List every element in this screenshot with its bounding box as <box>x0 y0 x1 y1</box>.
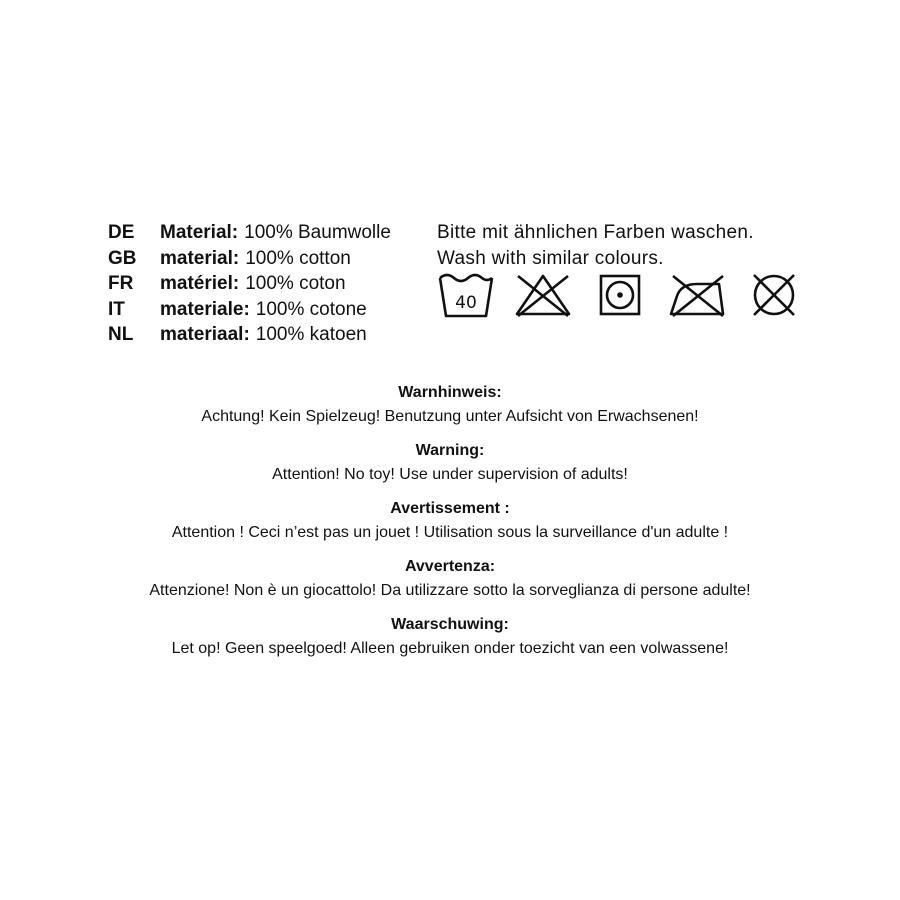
safety-warnings <box>0 381 900 671</box>
material-key: matériel: <box>160 273 240 294</box>
wash-temperature: 40 <box>455 293 477 313</box>
material-list <box>108 220 391 348</box>
wash-instruction-en: Wash with similar colours. <box>437 247 664 269</box>
warning-text: Attenzione! Non è un giocattolo! Da utilizzare sotto la sorveglianza di persone adulte! <box>149 582 751 599</box>
warning-text: Attention ! Ceci n’est pas un jouet ! Utilisation sous la surveillance d'un adulte ! <box>171 524 729 541</box>
material-key: material: <box>160 247 240 269</box>
warning-title: Waarschuwing: <box>391 616 509 633</box>
care-symbols <box>436 270 804 320</box>
do-not-dry-clean-icon <box>744 270 804 320</box>
tumble-dry-icon <box>590 270 650 320</box>
material-value: 100% coton <box>245 273 346 294</box>
warning-text: Achtung! Kein Spielzeug! Benutzung unter Aufsicht von Erwachsenen! <box>201 408 699 425</box>
material-key: Material: <box>160 222 239 243</box>
wash-instructions <box>437 220 754 271</box>
material-key: materiaal: <box>160 324 250 345</box>
warning-text: Attention! No toy! Use under supervision of adults! <box>272 466 628 483</box>
language-code: GB <box>108 247 137 269</box>
material-value: 100% Baumwolle <box>244 222 391 243</box>
warning-block-it <box>0 555 900 603</box>
wash-40-icon <box>436 270 496 320</box>
warning-block-de <box>0 381 900 429</box>
language-code: IT <box>108 298 125 320</box>
warning-title: Warning: <box>415 442 485 459</box>
language-code: DE <box>108 222 135 243</box>
material-key: materiale: <box>160 298 250 320</box>
warning-title: Avvertenza: <box>404 558 496 575</box>
material-row-nl <box>108 322 391 348</box>
material-row-fr <box>108 271 391 297</box>
do-not-iron-icon <box>667 270 727 320</box>
warning-block-en <box>0 439 900 487</box>
language-code: FR <box>108 273 134 294</box>
material-value: 100% katoen <box>255 324 367 345</box>
material-value: 100% cotton <box>245 247 351 269</box>
warning-block-nl <box>0 613 900 661</box>
material-value: 100% cotone <box>255 298 367 320</box>
language-code: NL <box>108 324 134 345</box>
material-row-gb <box>108 246 391 272</box>
material-row-it <box>108 297 391 323</box>
warning-title: Avertissement : <box>390 500 510 517</box>
warning-title: Warnhinweis: <box>398 384 502 401</box>
warning-block-fr <box>0 497 900 545</box>
warning-text: Let op! Geen speelgoed! Alleen gebruiken onder toezicht van een volwassene! <box>171 640 729 657</box>
wash-instruction-de: Bitte mit ähnlichen Farben waschen. <box>437 222 754 243</box>
material-row-de <box>108 220 391 246</box>
do-not-bleach-icon <box>513 270 573 320</box>
